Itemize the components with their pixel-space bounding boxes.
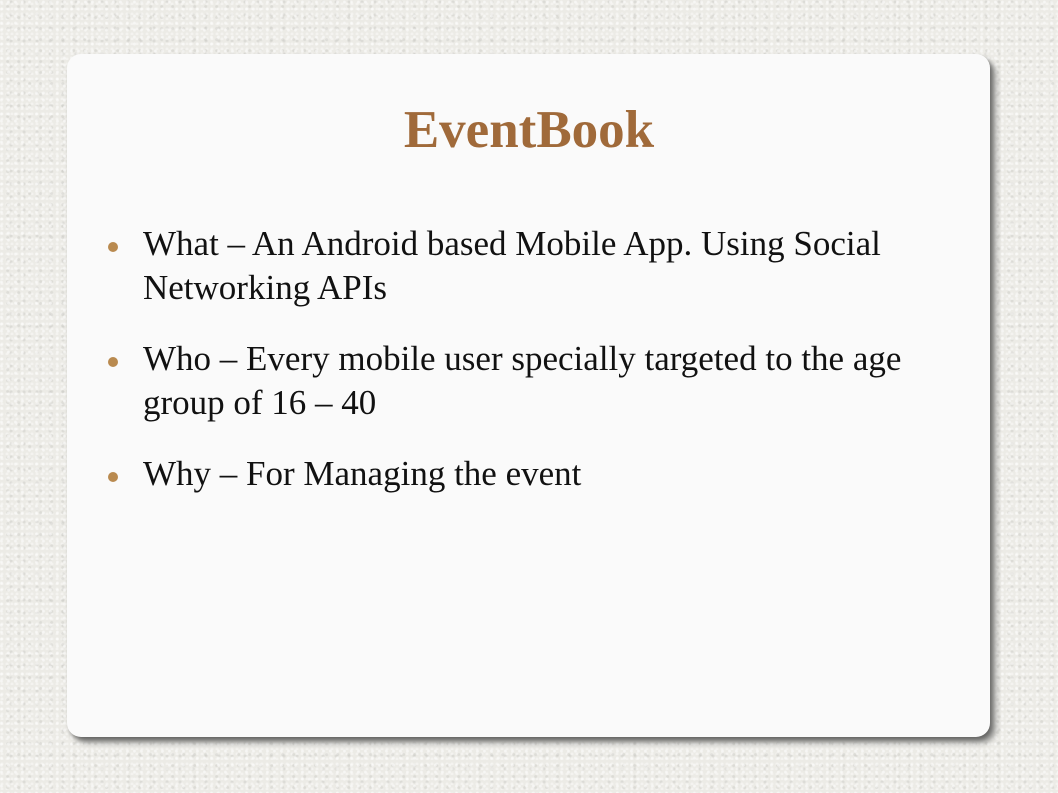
bullet-text: Why – For Managing the event xyxy=(143,454,582,493)
slide-title: EventBook xyxy=(403,101,655,159)
bullet-dot-icon xyxy=(108,357,118,367)
bullet-item-who xyxy=(108,337,948,425)
bullet-list xyxy=(108,222,948,523)
bullet-dot-icon xyxy=(108,242,118,252)
bullet-text: Who – Every mobile user specially targeted to the age group of 16 – 40 xyxy=(143,339,902,422)
bullet-dot-icon xyxy=(108,472,118,482)
bullet-item-what xyxy=(108,222,948,310)
bullet-text: What – An Android based Mobile App. Using Social Networking APIs xyxy=(143,224,881,307)
bullet-item-why xyxy=(108,452,948,496)
